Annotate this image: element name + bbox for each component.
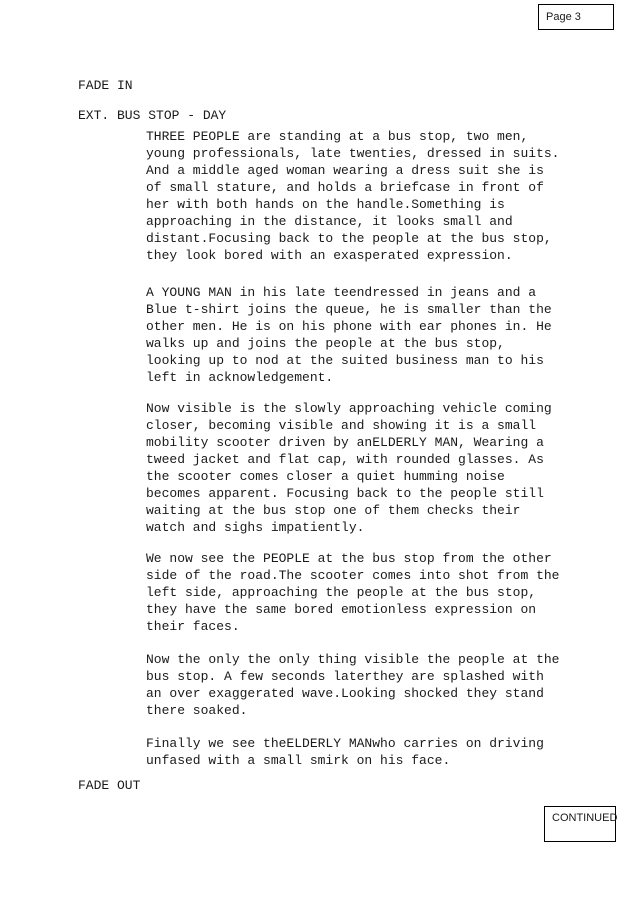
scene-heading: EXT. BUS STOP - DAY (78, 108, 227, 123)
action-paragraph-1: THREE PEOPLE are standing at a bus stop, two men, young professionals, late twenties, dressed in suits. And a middle aged woman wearing a dress suit she is of small stature, and holds a briefcase in front of her with both hands on the handle.Something is approaching in the distance, it looks small and distant.Focusing back to the people at the bus stop, they look bored with an exasperated expression. (146, 129, 560, 263)
transition-fade-in: FADE IN (78, 78, 133, 93)
action-paragraph-2: A YOUNG MAN in his late teendressed in jeans and a Blue t-shirt joins the queue, he is smaller than the other men. He is on his phone with ear phones in. He walks up and joins the people at the bus stop, looking up to nod at the suited business man to his left in acknowledgement. (146, 285, 552, 385)
continued-box (544, 806, 616, 842)
action-paragraph-6: Finally we see theELDERLY MANwho carries on driving unfased with a small smirk on his face. (146, 736, 544, 768)
action-paragraph-5: Now the only the only thing visible the people at the bus stop. A few seconds laterthey are splashed with an over exaggerated wave.Looking shocked they stand there soaked. (146, 652, 560, 718)
action-paragraph-3: Now visible is the slowly approaching vehicle coming closer, becoming visible and showing it is a small mobility scooter driven by anELDERLY MAN, Wearing a tweed jacket and flat cap, with rounded glasses. As the scooter comes closer a quiet humming noise becomes apparent. Focusing back to the people still waiting at the bus stop one of them checks their watch and sighs impatiently. (146, 401, 552, 535)
transition-fade-out: FADE OUT (78, 778, 141, 793)
page-number-box (538, 4, 614, 30)
action-paragraph-4: We now see the PEOPLE at the bus stop from the other side of the road.The scooter comes into shot from the left side, approaching the people at the bus stop, they have the same bored emotionless expression on their faces. (146, 551, 560, 634)
page-number-label: Page 3 (546, 11, 581, 23)
continued-label: CONTINUED (552, 812, 618, 824)
